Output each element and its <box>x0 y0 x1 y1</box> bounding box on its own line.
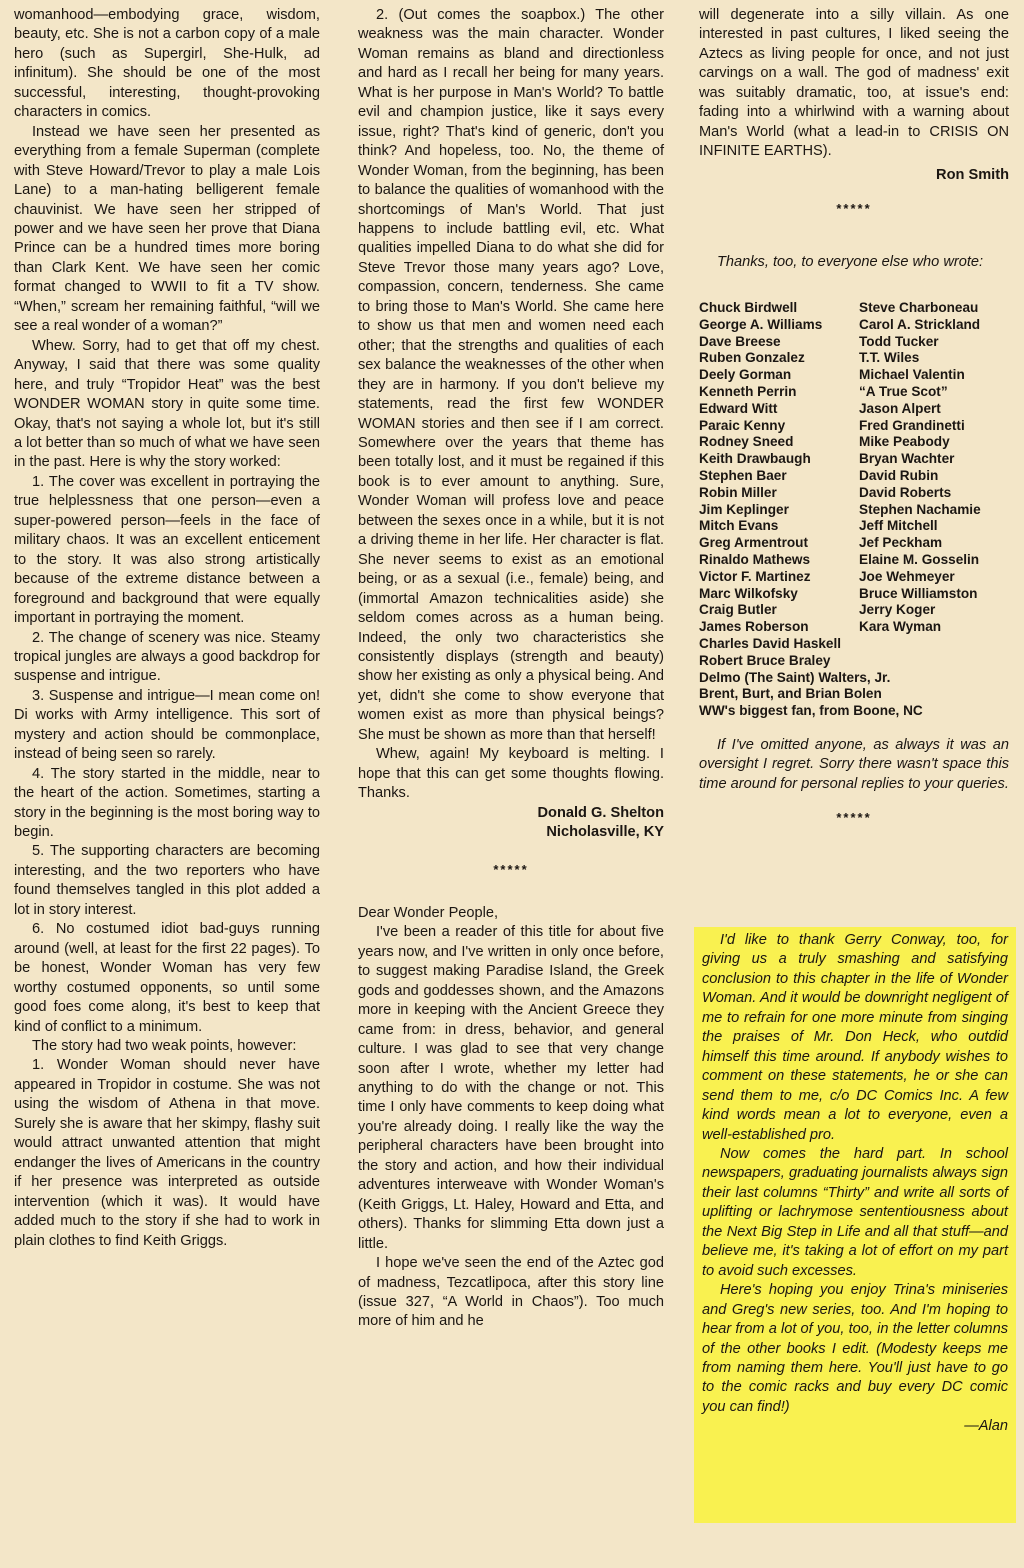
letter-paragraph: I hope we've seen the end of the Aztec god of madness, Tezcatlipoca, after this story line (issue 327, “A World in Chaos”). Too much more of him and he <box>358 1255 664 1330</box>
contributor-name: Robin Miller <box>699 484 777 500</box>
section-divider: ***** <box>493 862 529 878</box>
editor-note: If I've omitted anyone, as always it was an oversight I regret. Sorry there wasn't space this time around for personal replies to your queries. <box>699 736 1009 792</box>
letter-paragraph: womanhood—embodying grace, wisdom, beauty, etc. She is not a carbon copy of a male hero (such as Supergirl, She-Hulk, ad infinitum). She should be one of the most successful, interesting, thought-provoking characters in comics. <box>14 7 320 121</box>
contributor-name: James Roberson <box>699 619 809 635</box>
contributor-name: Kenneth Perrin <box>699 383 797 399</box>
letter-salutation: Dear Wonder People, <box>358 904 499 921</box>
letter-paragraph: 6. No costumed idiot bad-guys running around (well, at least for the first 22 pages). To be honest, Wonder Woman has very few worthy costumed opponents, so until some good foes come along, it's best to keep that kind of conflict to a minimum. <box>14 921 320 1035</box>
contributor-name: Bryan Wachter <box>859 451 955 467</box>
contributor-name: Fred Grandinetti <box>859 417 965 433</box>
contributor-name: Greg Armentrout <box>699 535 809 551</box>
contributor-name: Paraic Kenny <box>699 417 786 433</box>
contributor-name: Dave Breese <box>699 333 781 349</box>
contributor-name: Charles David Haskell <box>699 635 842 651</box>
contributor-names-list <box>699 300 1009 720</box>
contributor-name: Rinaldo Mathews <box>699 551 811 567</box>
contributor-name: Craig Butler <box>699 602 777 618</box>
letter-paragraph: The story had two weak points, however: <box>32 1038 297 1055</box>
letter-paragraph: 2. (Out comes the soapbox.) The other weakness was the main character. Wonder Woman remains as bland and directionless and hard as I recall her being for many years. What is her purpose in Man's World? To battle evil and champion justice, like it says every issue, right? That's kind of generic, don't you think? And hopeless, too. No, the theme of Wonder Woman, from the beginning, has been to balance the qualities of womanhood with the shortcomings of Man's World. That just happens to include battling evil, etc. What qualities impelled Diana to do what she did for Steve Trevor those many years ago? Love, compassion, concern, tenderness. She came to bring those to Man's World. She came here to show us that men and women need each other; that the strengths and qualities of each sex balance the weaknesses of the other when they are in harmony. If you don't believe my statements, read the first few WONDER WOMAN stories and then see if I am correct. Somewhere over the years that theme has been totally lost, and it must be regained if this book is to ever amount to anything. Sure, Wonder Woman will profess love and peace between the sexes once in a while, but it is not a driving theme in her life. Her character is flat. She never seems to exist as an emotional being, or as a sexual (i.e., female) being, and (immortal Amazon technicalities aside) she seldom comes across as a human being. Indeed, the only two characteristics she consistently displays (strength and beauty) show her existing as only a physical being. And yet, didn't she come to show everyone that women exist as more than physical beings? She must be shown as more than that herself! <box>358 7 664 743</box>
contributor-name: Victor F. Martinez <box>699 568 811 584</box>
contributor-name: David Rubin <box>859 467 939 483</box>
letter-paragraph: I've been a reader of this title for about five years now, and I've written in only once before, to suggest making Paradise Island, the Greek gods and goddesses shown, and the Amazons more in keeping with the Ancient Greece they came from: in dress, behavior, and general culture. I was glad to see that very change soon after I wrote, whether my letter had anything to do with the change or not. This time I only have comments to keep doing what you're already doing. I really like the way the peripheral characters have been brought into the story and action, and how their individual adventures interweave with Wonder Woman's (Keith Griggs, Lt. Haley, Howard and Etta, and others). Thanks for slimming Etta down just a little. <box>358 924 664 1252</box>
letter-signature-name: Ron Smith <box>936 166 1009 183</box>
letter-paragraph: 4. The story started in the middle, near to the heart of the action. Sometimes, starting a story in the beginning is the most boring way to begin. <box>14 765 320 841</box>
contributor-name: Mike Peabody <box>859 434 950 450</box>
letter-paragraph: will degenerate into a silly villain. As one interested in past cultures, I liked seeing the Aztecs as living people for once, and not just carvings on a wall. The god of madness' exit was suitably dramatic, too, at issue's end: fading into a whirlwind with a warning about Man's World (what a lead-in to CRISIS ON INFINITE EARTHS). <box>699 7 1009 160</box>
contributor-name: Edward Witt <box>699 400 778 416</box>
contributor-name: Marc Wilkofsky <box>699 585 798 601</box>
contributor-name: Ruben Gonzalez <box>699 350 805 366</box>
editor-closing-box <box>694 927 1016 1523</box>
column-1 <box>14 6 320 1251</box>
section-divider: ***** <box>836 201 872 217</box>
contributor-name: Jerry Koger <box>859 602 936 618</box>
contributor-name: Bruce Williamston <box>859 585 978 601</box>
contributor-name: Elaine M. Gosselin <box>859 551 980 567</box>
contributor-name: Mitch Evans <box>699 518 779 534</box>
contributor-name: Michael Valentin <box>859 367 965 383</box>
letter-paragraph: 1. Wonder Woman should never have appeared in Tropidor in costume. She was not using the wisdom of Athena in that move. Surely she is aware that her skimpy, flashy suit would attract unwanted attention that might endanger the lives of Americans in the country if her presence was interpreted as outside intervention (which it was). It would have added much to the story if she had to work in plain clothes to find Keith Griggs. <box>14 1057 320 1249</box>
column-2 <box>358 6 664 1332</box>
contributor-name: Stephen Baer <box>699 467 787 483</box>
letter-paragraph: 1. The cover was excellent in portraying the true helplessness that one person—even a super-powered person—feels in the face of military chaos. It was an excellent enticement to the story. It was also strong artistically because of the extreme distance between a foreground and background that were equally important in portraying the moment. <box>14 473 320 627</box>
editor-paragraph: Now comes the hard part. In school newspapers, graduating journalists always sign their last columns “Thirty” and write all sorts of uplifting or lachrymose sententiousness about the Next Big Step in Life and all that stuff—and believe me, it's taking a lot of effort on my part to avoid such excesses. <box>702 1145 1008 1279</box>
contributor-name: Jason Alpert <box>859 400 941 416</box>
contributor-name: Chuck Birdwell <box>699 299 798 315</box>
letter-paragraph: 3. Suspense and intrigue—I mean come on! Di works with Army intelligence. This sort of mystery and action should be commonplace, instead of being seen so rarely. <box>14 687 320 763</box>
contributor-name: WW's biggest fan, from Boone, NC <box>699 703 923 719</box>
contributor-name: Jeff Mitchell <box>859 518 938 534</box>
letter-paragraph: Instead we have seen her presented as everything from a female Superman (complete with Steve Howard/Trevor to play a male Lois Lane) to a man-hating belligerent female chauvinist. We have seen her stripped of power and we have seen her prove that Diana Prince can be a hundred times more boring than Clark Kent. We have seen her comic format changed to WWII to fit a TV show. “When,” scream her remaining faithful, “will we see a real wonder of a woman?” <box>14 123 320 335</box>
letter-paragraph: 2. The change of scenery was nice. Steamy tropical jungles are always a good backdrop for suspense and intrigue. <box>14 629 320 685</box>
contributor-name: Kara Wyman <box>859 619 942 635</box>
thanks-heading: Thanks, too, to everyone else who wrote: <box>717 253 984 270</box>
contributor-name: Todd Tucker <box>859 333 939 349</box>
contributor-name: Brent, Burt, and Brian Bolen <box>699 686 882 702</box>
contributor-name: Carol A. Strickland <box>859 316 981 332</box>
contributor-name: T.T. Wiles <box>859 350 920 366</box>
editor-paragraph: I'd like to thank Gerry Conway, too, for giving us a truly smashing and satisfying conclusion to this chapter in the life of Wonder Woman. And it would be downright negligent of me to refrain for one more minute from singing the praises of Mr. Don Heck, who outdid himself this time around. If anybody wishes to comment on these statements, he or she can send them to me, c/o DC Comics Inc. A few kind words mean a lot to everyone, even a well-established pro. <box>702 932 1008 1143</box>
editor-signature: —Alan <box>964 1418 1008 1435</box>
contributor-name: Robert Bruce Braley <box>699 652 831 668</box>
contributor-name: Rodney Sneed <box>699 434 794 450</box>
letter-paragraph: 5. The supporting characters are becoming interesting, and the two reporters who have found themselves tangled in this plot added a lot in story interest. <box>14 843 320 918</box>
contributor-name: David Roberts <box>859 484 952 500</box>
contributor-name: George A. Williams <box>699 316 823 332</box>
contributor-name: Steve Charboneau <box>859 299 979 315</box>
contributor-name: Jim Keplinger <box>699 501 789 517</box>
contributor-name: Deely Gorman <box>699 367 792 383</box>
letter-paragraph: Whew, again! My keyboard is melting. I hope that this can get some thoughts flowing. Thanks. <box>358 746 664 802</box>
letter-paragraph: Whew. Sorry, had to get that off my chest. Anyway, I said that there was some quality here, and truly “Tropidor Heat” was the best WONDER WOMAN story in quite some time. Okay, that's not saying a whole lot, but it's still a lot better than so much of what we have seen in the past. Here is why the story worked: <box>14 337 320 471</box>
contributor-name: Stephen Nachamie <box>859 501 981 517</box>
contributor-name: Jef Peckham <box>859 535 943 551</box>
contributor-name: Delmo (The Saint) Walters, Jr. <box>699 669 891 685</box>
contributor-name: Keith Drawbaugh <box>699 451 811 467</box>
contributor-name: “A True Scot” <box>859 383 948 399</box>
editor-paragraph: Here's hoping you enjoy Trina's miniseries and Greg's new series, too. And I'm hoping to hear from a lot of you, too, in the letter columns of the other books I edit. (Modesty keeps me from naming them here. You'll just have to go to the comic racks and buy every DC comic you can find!) <box>702 1282 1008 1415</box>
letter-signature-place: Nicholasville, KY <box>546 824 664 841</box>
column-3 <box>699 6 1009 828</box>
contributor-name: Joe Wehmeyer <box>859 568 955 584</box>
section-divider: ***** <box>836 810 872 826</box>
letter-signature-name: Donald G. Shelton <box>537 804 664 821</box>
